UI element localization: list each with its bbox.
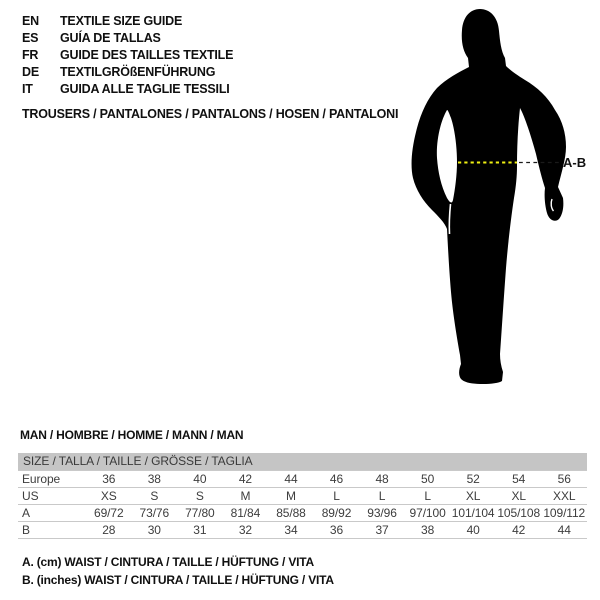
size-cell: 46 bbox=[329, 472, 344, 486]
size-cell: 34 bbox=[284, 523, 298, 537]
size-cell: 44 bbox=[557, 523, 571, 537]
size-cell: 40 bbox=[466, 523, 480, 537]
row-label: A bbox=[22, 506, 30, 520]
size-cell: 93/96 bbox=[367, 506, 397, 520]
row-label: Europe bbox=[22, 472, 61, 486]
man-silhouette-svg bbox=[405, 0, 600, 400]
size-cell: 52 bbox=[466, 472, 480, 486]
size-cell: 89/92 bbox=[321, 506, 352, 520]
language-row bbox=[22, 81, 233, 98]
size-table-row bbox=[18, 504, 587, 521]
row-label: B bbox=[22, 523, 30, 537]
language-code: FR bbox=[22, 48, 39, 62]
size-cell: L bbox=[424, 489, 431, 503]
size-cell: 30 bbox=[147, 523, 161, 537]
size-cell: 31 bbox=[193, 523, 207, 537]
size-cell: XL bbox=[511, 489, 526, 503]
footnote-line: B. (inches) WAIST / CINTURA / TAILLE / HÜFTUNG / VITA bbox=[22, 572, 334, 587]
footnote-line: A. (cm) WAIST / CINTURA / TAILLE / HÜFTUNG / VITA bbox=[22, 555, 314, 569]
language-label: TEXTILE SIZE GUIDE bbox=[60, 14, 183, 28]
size-table-row bbox=[18, 521, 587, 538]
size-table-row bbox=[18, 487, 587, 504]
language-label: GUIDA ALLE TAGLIE TESSILI bbox=[60, 82, 230, 96]
language-label: GUÍA DE TALLAS bbox=[60, 31, 161, 45]
category-heading: TROUSERS / PANTALONES / PANTALONS / HOSEN / PANTALONI bbox=[22, 107, 399, 121]
language-row bbox=[22, 30, 233, 47]
size-cell: 77/80 bbox=[185, 506, 215, 520]
size-table-header: SIZE / TALLA / TAILLE / GRÖSSE / TAGLIA bbox=[18, 453, 587, 470]
size-cell: 109/112 bbox=[543, 506, 586, 520]
size-cell: XXL bbox=[553, 489, 576, 503]
size-cell: 36 bbox=[329, 523, 344, 537]
size-cell: 81/84 bbox=[230, 506, 261, 520]
footnotes bbox=[22, 554, 334, 589]
measure-label-ab: A-B bbox=[563, 155, 587, 170]
size-cell: L bbox=[333, 489, 340, 503]
size-table-rows bbox=[18, 470, 587, 539]
size-cell: XL bbox=[465, 489, 481, 503]
size-cell: 73/76 bbox=[139, 506, 170, 520]
size-cell: 36 bbox=[102, 472, 116, 486]
size-cell: 37 bbox=[375, 523, 389, 537]
size-cell: 38 bbox=[147, 472, 161, 486]
gender-heading: MAN / HOMBRE / HOMME / MANN / MAN bbox=[20, 428, 244, 442]
language-row bbox=[22, 47, 233, 64]
size-cell: 42 bbox=[512, 523, 526, 537]
size-cell: XS bbox=[100, 489, 117, 503]
size-cell: M bbox=[240, 489, 251, 503]
size-cell: 40 bbox=[193, 472, 207, 486]
size-cell: 38 bbox=[421, 523, 435, 537]
size-table bbox=[18, 453, 587, 539]
language-label: GUIDE DES TAILLES TEXTILE bbox=[60, 48, 234, 62]
size-cell: 32 bbox=[238, 523, 252, 537]
language-code: EN bbox=[22, 14, 39, 28]
language-list bbox=[22, 13, 233, 98]
man-silhouette-body bbox=[412, 9, 566, 384]
size-cell: 97/100 bbox=[409, 506, 446, 520]
size-cell: 105/108 bbox=[497, 506, 541, 520]
size-cell: S bbox=[195, 489, 204, 503]
size-cell: 56 bbox=[557, 472, 571, 486]
size-cell: S bbox=[150, 489, 159, 503]
size-cell: 42 bbox=[238, 472, 252, 486]
size-cell: 85/88 bbox=[276, 506, 306, 520]
language-code: IT bbox=[22, 82, 33, 96]
size-cell: 50 bbox=[421, 472, 435, 486]
row-label: US bbox=[22, 489, 39, 503]
language-row bbox=[22, 64, 233, 81]
size-cell: 28 bbox=[102, 523, 116, 537]
size-cell: 48 bbox=[375, 472, 389, 486]
size-cell: M bbox=[286, 489, 296, 503]
language-code: ES bbox=[22, 31, 39, 45]
man-silhouette-figure bbox=[405, 0, 600, 400]
language-code: DE bbox=[22, 65, 39, 79]
size-cell: L bbox=[378, 489, 386, 503]
size-cell: 101/104 bbox=[451, 506, 495, 520]
size-table-row bbox=[18, 470, 587, 487]
size-cell: 69/72 bbox=[94, 506, 124, 520]
size-cell: 54 bbox=[512, 472, 526, 486]
language-label: TEXTILGRÖßENFÜHRUNG bbox=[60, 65, 216, 79]
language-row bbox=[22, 13, 233, 30]
size-cell: 44 bbox=[284, 472, 298, 486]
